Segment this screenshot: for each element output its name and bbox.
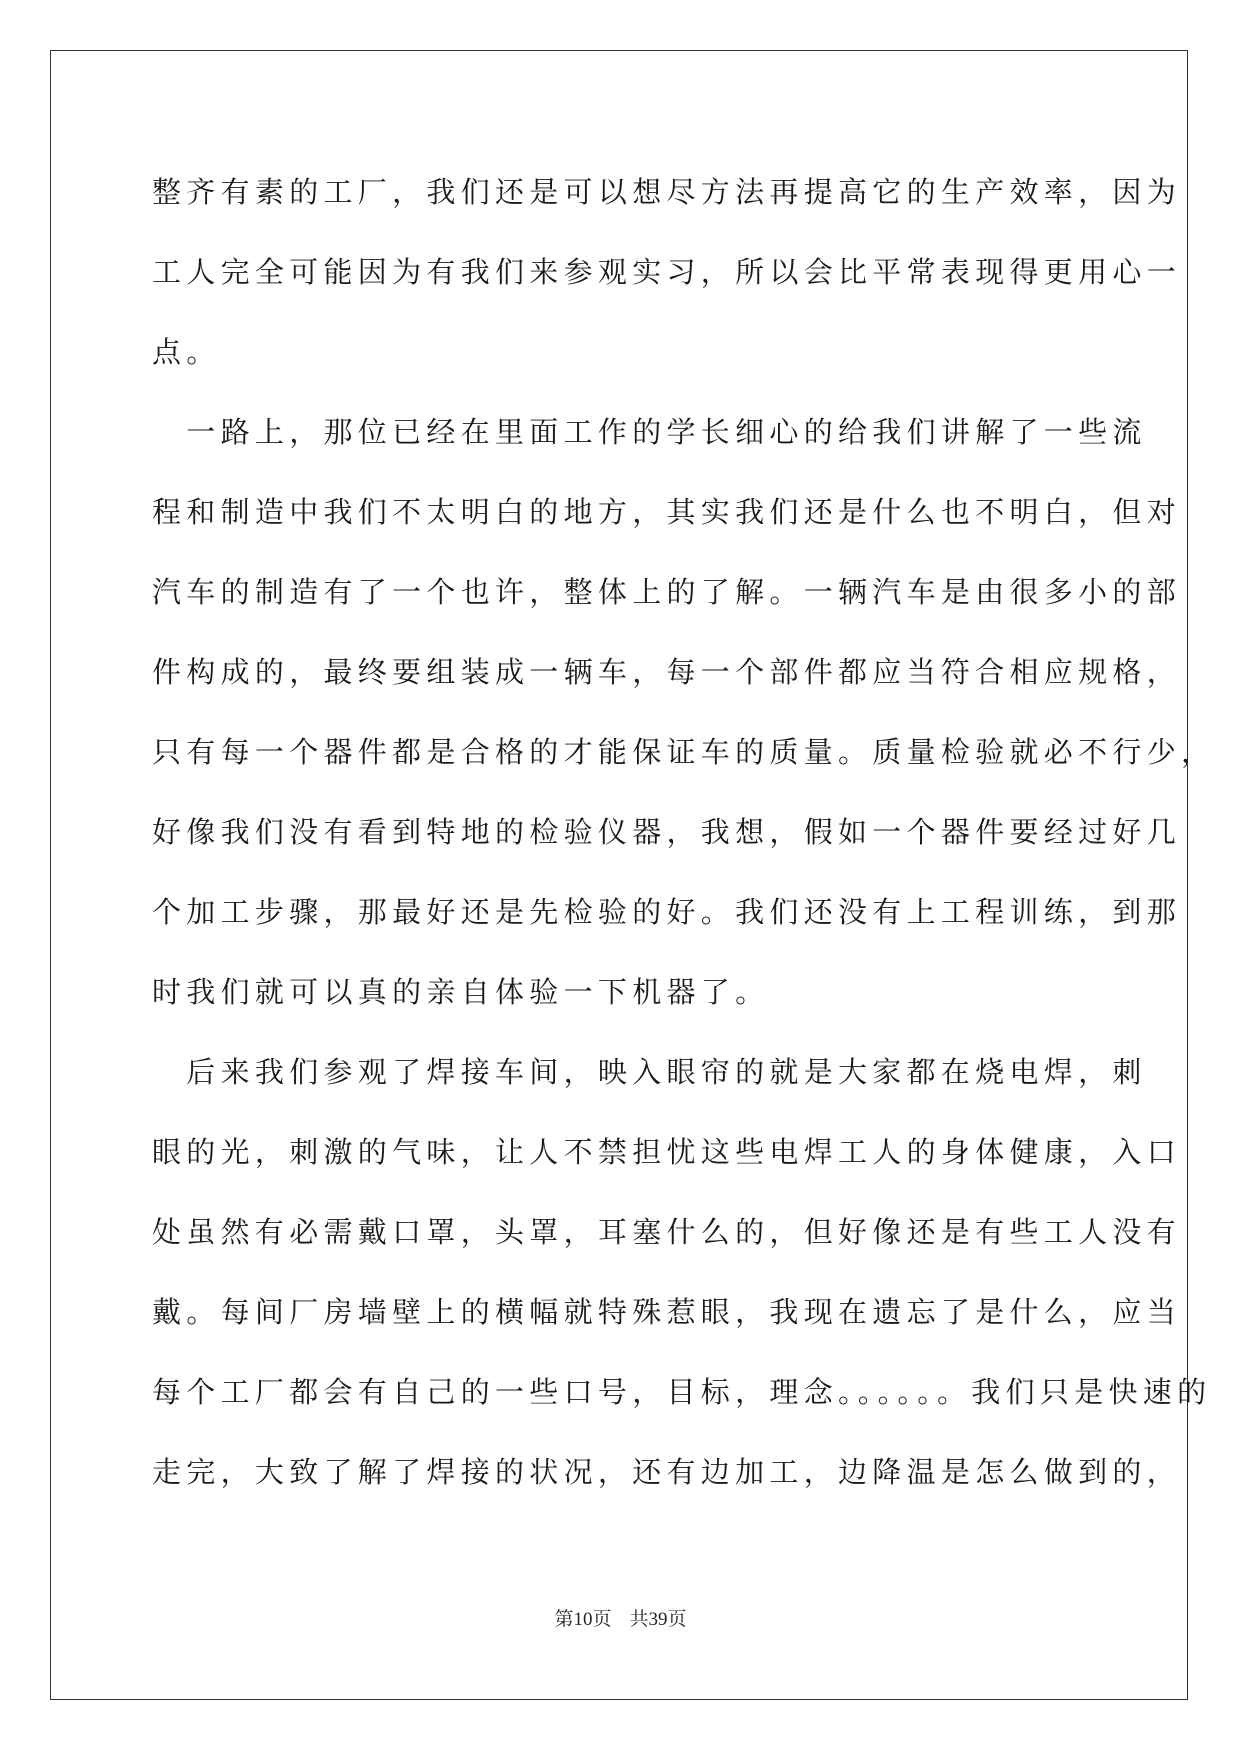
text-line: 时我们就可以真的亲自体验一下机器了。: [152, 975, 770, 1009]
page-footer: [0, 1608, 1241, 1632]
text-line: 整齐有素的工厂，我们还是可以想尽方法再提高它的生产效率，因为: [152, 175, 1182, 209]
page-number: 第10页: [554, 1609, 612, 1630]
text-line: 每个工厂都会有自己的一些口号，目标，理念。。。。。。我们只是快速的: [152, 1375, 1212, 1409]
text-line: 一路上，那位已经在里面工作的学长细心的给我们讲解了一些流: [152, 415, 1147, 449]
text-line: 处虽然有必需戴口罩，头罩，耳塞什么的，但好像还是有些工人没有: [152, 1215, 1182, 1249]
text-line: 走完，大致了解了焊接的状况，还有边加工，边降温是怎么做到的，: [152, 1455, 1182, 1489]
text-line: 后来我们参观了焊接车间，映入眼帘的就是大家都在烧电焊，刺: [152, 1055, 1147, 1089]
text-line: 程和制造中我们不太明白的地方，其实我们还是什么也不明白，但对: [152, 495, 1182, 529]
text-line: 好像我们没有看到特地的检验仪器，我想，假如一个器件要经过好几: [152, 815, 1182, 849]
page-total: 共39页: [629, 1609, 687, 1630]
text-line: 汽车的制造有了一个也许，整体上的了解。一辆汽车是由很多小的部: [152, 575, 1182, 609]
text-line: 工人完全可能因为有我们来参观实习，所以会比平常表现得更用心一: [152, 255, 1182, 289]
text-line: 戴。每间厂房墙壁上的横幅就特殊惹眼，我现在遗忘了是什么，应当: [152, 1295, 1182, 1329]
text-line: 件构成的，最终要组装成一辆车，每一个部件都应当符合相应规格，: [152, 655, 1182, 689]
text-line: 个加工步骤，那最好还是先检验的好。我们还没有上工程训练，到那: [152, 895, 1182, 929]
text-line: 只有每一个器件都是合格的才能保证车的质量。质量检验就必不行少，: [152, 735, 1216, 769]
text-line: 点。: [152, 335, 221, 369]
text-line: 眼的光，刺激的气味，让人不禁担忧这些电焊工人的身体健康，入口: [152, 1135, 1182, 1169]
